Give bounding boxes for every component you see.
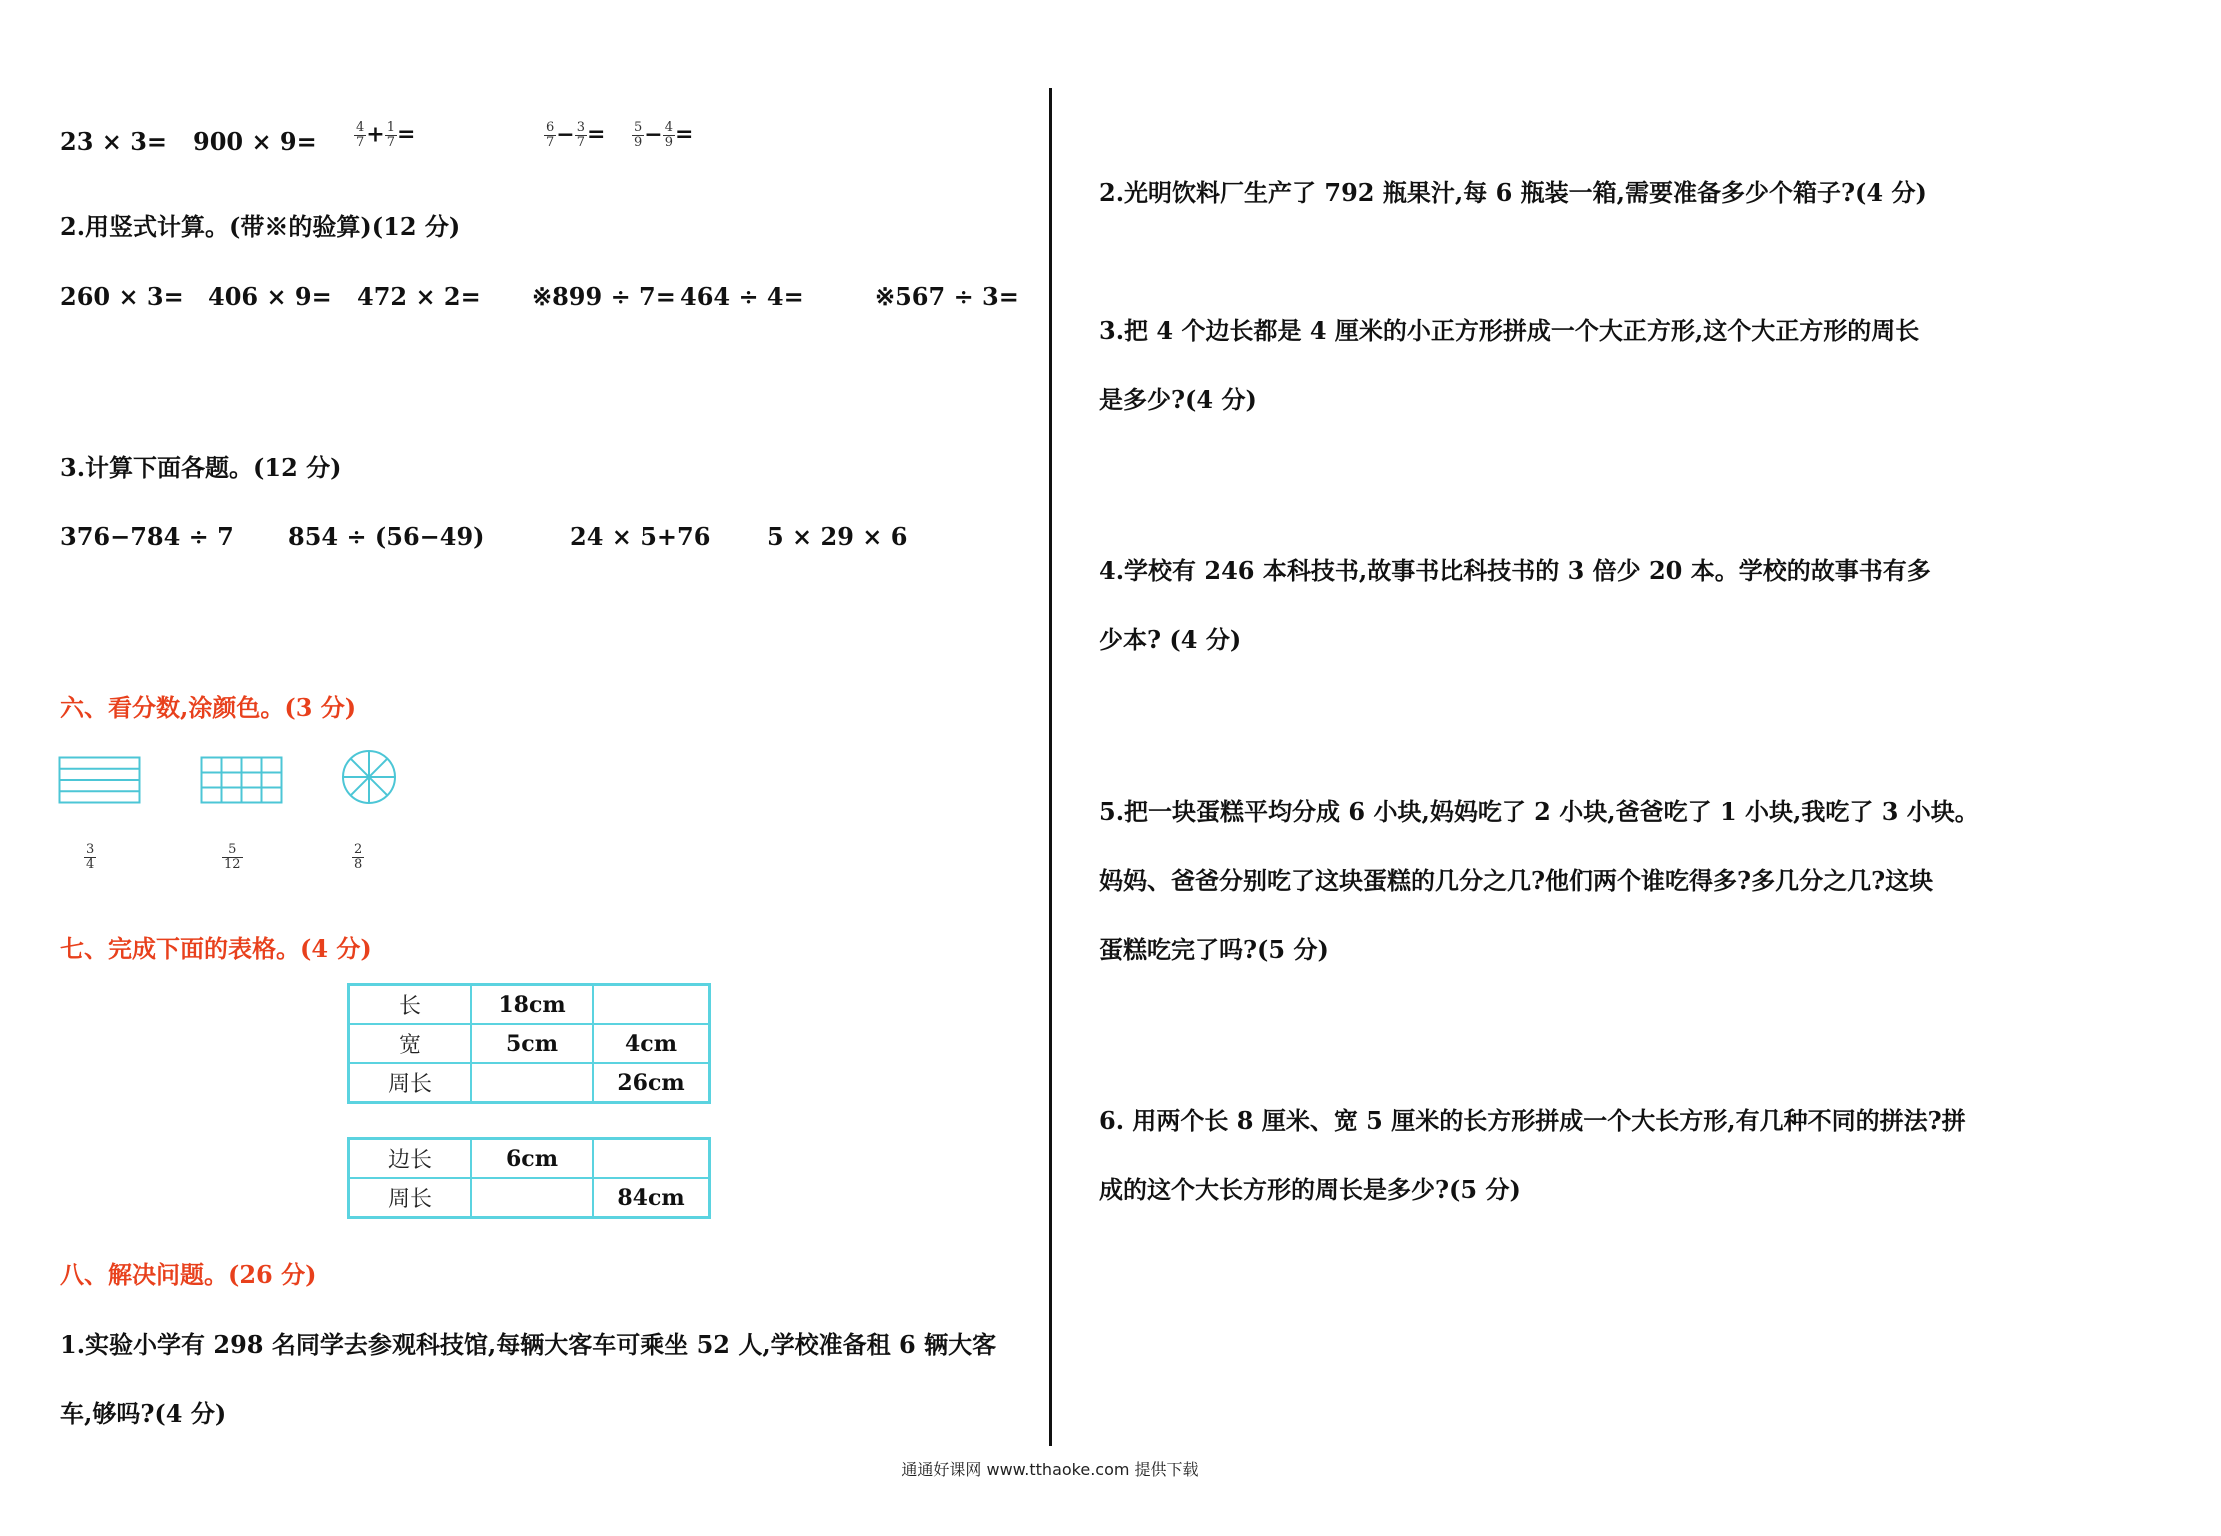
problem-4-line-2: 少本? (4 分): [1099, 625, 1242, 654]
problem-1-line-2: 车,够吗?(4 分): [60, 1399, 227, 1428]
table-cell: [593, 1139, 710, 1179]
table-cell: [593, 985, 710, 1025]
expression-item: 376−784 ÷ 7: [60, 522, 234, 551]
problem-5-line-3: 蛋糕吃完了吗?(5 分): [1099, 935, 1329, 964]
calc-23x3: 23 × 3=: [60, 127, 168, 156]
table-row: [349, 985, 710, 1025]
expression-item: 24 × 5+76: [570, 522, 711, 551]
column-divider: [1049, 88, 1052, 1446]
table-row: [349, 1139, 710, 1179]
problem-2: 2.光明饮料厂生产了 792 瓶果汁,每 6 瓶装一箱,需要准备多少个箱子?(4 分): [1099, 178, 1927, 207]
fraction-label: $\frac{3}{4}$: [86, 842, 95, 872]
table-cell: 6cm: [471, 1139, 593, 1179]
table-cell: 周长: [349, 1063, 472, 1103]
vertical-calc-item: 464 ÷ 4=: [680, 282, 804, 311]
table-cell: 84cm: [593, 1178, 710, 1218]
fraction-label: $\frac{5}{12}$: [224, 842, 241, 872]
problem-4-line-1: 4.学校有 246 本科技书,故事书比科技书的 3 倍少 20 本。学校的故事书有多: [1099, 556, 1931, 585]
problem-5-line-1: 5.把一块蛋糕平均分成 6 小块,妈妈吃了 2 小块,爸爸吃了 1 小块,我吃了 3 小块。: [1099, 797, 1979, 826]
fraction-label: $\frac{2}{8}$: [354, 842, 363, 872]
expression-item: 854 ÷ (56−49): [288, 522, 485, 551]
fraction-expr-1: $\frac{4}{7}$ + $\frac{1}{7}$ =: [356, 120, 416, 150]
question-3-title: 3.计算下面各题。(12 分): [60, 453, 342, 482]
table-cell: 长: [349, 985, 472, 1025]
square-table: [347, 1137, 711, 1219]
table-cell: [471, 1178, 593, 1218]
table-cell: 宽: [349, 1024, 472, 1063]
vertical-calc-item: 260 × 3=: [60, 282, 184, 311]
problem-6-line-2: 成的这个大长方形的周长是多少?(5 分): [1099, 1175, 1521, 1204]
vertical-calc-item: ※899 ÷ 7=: [532, 282, 676, 311]
table-cell: 周长: [349, 1178, 472, 1218]
table-row: [349, 1178, 710, 1218]
table-cell: 18cm: [471, 985, 593, 1025]
problem-5-line-2: 妈妈、爸爸分别吃了这块蛋糕的几分之几?他们两个谁吃得多?多几分之几?这块: [1099, 866, 1934, 895]
rect-12-grid-shape: [200, 756, 284, 804]
fraction-expr-3: $\frac{5}{9}$ − $\frac{4}{9}$ =: [634, 120, 694, 150]
vertical-calc-item: 472 × 2=: [357, 282, 481, 311]
calc-900x9: 900 × 9=: [193, 127, 317, 156]
problem-3-line-1: 3.把 4 个边长都是 4 厘米的小正方形拼成一个大正方形,这个大正方形的周长: [1099, 316, 1920, 345]
fraction-expr-2: $\frac{6}{7}$ − $\frac{3}{7}$ =: [546, 120, 606, 150]
table-cell: 26cm: [593, 1063, 710, 1103]
circle-8-sectors-shape: [340, 748, 398, 806]
table-cell: 4cm: [593, 1024, 710, 1063]
problem-6-line-1: 6. 用两个长 8 厘米、宽 5 厘米的长方形拼成一个大长方形,有几种不同的拼法?拼: [1099, 1106, 1966, 1135]
table-cell: 边长: [349, 1139, 472, 1179]
problem-3-line-2: 是多少?(4 分): [1099, 385, 1257, 414]
vertical-calc-item: ※567 ÷ 3=: [875, 282, 1019, 311]
expression-item: 5 × 29 × 6: [767, 522, 908, 551]
table-cell: [471, 1063, 593, 1103]
question-2-title: 2.用竖式计算。(带※的验算)(12 分): [60, 212, 461, 241]
vertical-calc-item: 406 × 9=: [208, 282, 332, 311]
table-row: [349, 1063, 710, 1103]
footer-source-text: 通通好课网 www.tthaoke.com 提供下载: [901, 1460, 1199, 1479]
rect-4-strips-shape: [58, 756, 142, 804]
section-7-title: 七、完成下面的表格。(4 分): [60, 934, 372, 963]
section-6-title: 六、看分数,涂颜色。(3 分): [60, 693, 357, 722]
table-row: [349, 1024, 710, 1063]
rectangle-table: [347, 983, 711, 1104]
section-8-title: 八、解决问题。(26 分): [60, 1260, 317, 1289]
table-cell: 5cm: [471, 1024, 593, 1063]
problem-1-line-1: 1.实验小学有 298 名同学去参观科技馆,每辆大客车可乘坐 52 人,学校准备租 6 辆大客: [60, 1330, 997, 1359]
